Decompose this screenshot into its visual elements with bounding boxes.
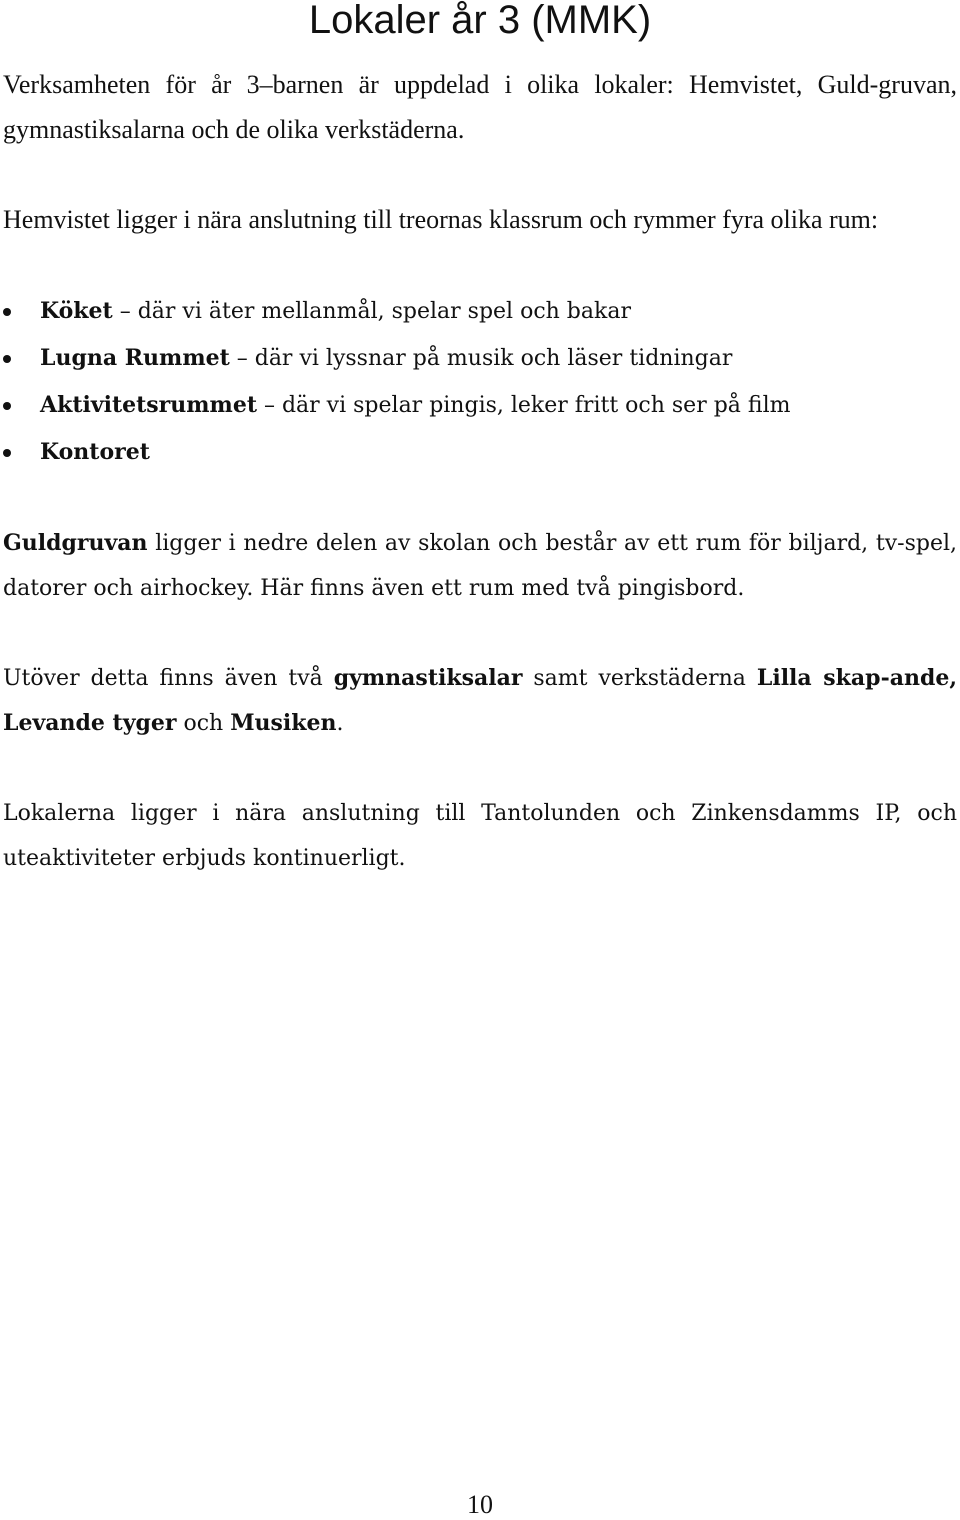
musiken-label: Musiken (230, 710, 337, 736)
list-item (0, 382, 790, 429)
page-title: Lokaler år 3 (MMK) (308, 0, 652, 42)
list-item (0, 335, 790, 382)
bullet-icon (3, 355, 11, 363)
list-item (0, 429, 790, 476)
guldgruvan-paragraph (3, 521, 957, 611)
outdoor-paragraph: Lokalerna ligger i nära anslutning till Tantolunden och Zinkensdamms IP, och uteaktiviteter erbjuds kontinuerligt. (3, 801, 957, 871)
room-list (0, 288, 790, 476)
room-description: – där vi lyssnar på musik och läser tidningar (229, 346, 733, 371)
guldgruvan-name: Guldgruvan (3, 530, 148, 556)
bullet-icon (3, 449, 11, 457)
hemvist-intro-paragraph: Hemvistet ligger i nära anslutning till treornas klassrum och rymmer fyra olika rum: (3, 205, 879, 234)
other-text: och (176, 711, 231, 736)
room-description: – där vi äter mellanmål, spelar spel och bakar (112, 299, 631, 324)
guldgruvan-text: ligger i nedre delen av skolan och består av ett rum för biljard, tv-spel, datorer och airhockey. Här finns även ett rum med två pingisbord. (3, 531, 957, 601)
list-item (0, 288, 790, 335)
intro-paragraph: Verksamheten för år 3–barnen är uppdelad i olika lokaler: Hemvistet, Guld-gruvan, gymnastiksalarna och de olika verkstäderna. (3, 70, 957, 144)
room-name: Kontoret (40, 439, 150, 465)
room-description: – där vi spelar pingis, leker fritt och ser på film (256, 393, 791, 418)
room-name: Köket (40, 298, 113, 324)
other-text: . (336, 711, 344, 736)
bullet-icon (3, 402, 11, 410)
other-facilities-paragraph (3, 656, 957, 746)
bullet-icon (3, 308, 11, 316)
workshops-label: Lilla skap-ande, Levande tyger (3, 665, 957, 736)
room-name: Aktivitetsrummet (40, 392, 257, 418)
room-name: Lugna Rummet (40, 345, 230, 371)
other-text: Utöver detta finns även två (3, 666, 334, 691)
page-number: 10 (467, 1490, 493, 1519)
gymnastiksalar-label: gymnastiksalar (333, 665, 523, 691)
other-text: samt verkstäderna (522, 666, 757, 691)
